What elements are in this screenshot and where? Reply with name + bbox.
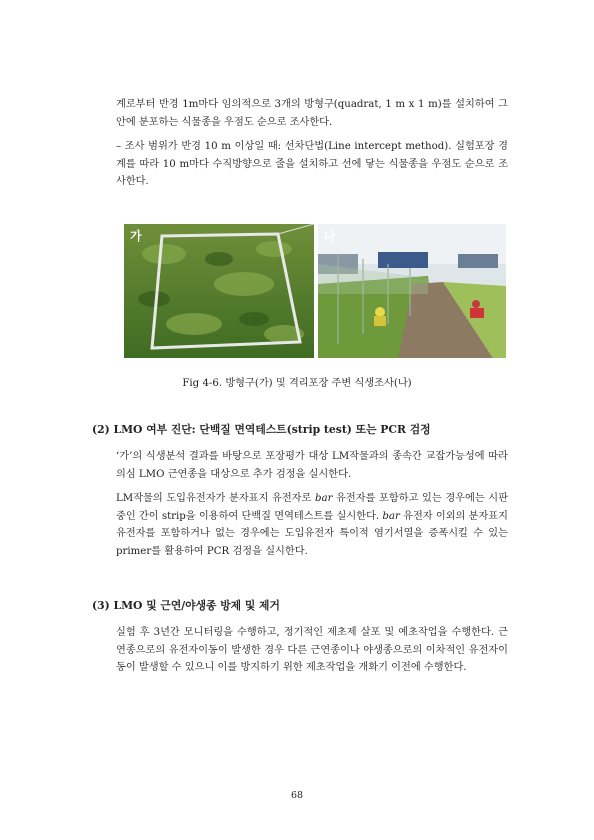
gene-name-bar: bar: [314, 493, 333, 504]
section-3-heading: (3) LMO 및 근연/야생종 방제 및 제거: [92, 599, 280, 612]
photo-quadrat: [124, 224, 314, 358]
text-run: LM작물의 도입유전자가 분자표지 유전자로: [116, 493, 315, 504]
section-2-paragraph-2: [116, 490, 508, 560]
figure-label-a: 가: [130, 229, 142, 243]
figure-label-b: 나: [324, 229, 336, 243]
section-2-paragraph-1: ‘가’의 식생분석 결과를 바탕으로 포장평가 대상 LM작물과의 종속간 교잡가능성에 따라 의심 LMO 근연종을 대상으로 추가 검정을 실시한다.: [116, 451, 508, 480]
paragraph-quadrat: 계로부터 반경 1m마다 임의적으로 3개의 방형구(quadrat, 1 m x 1 m)를 설치하여 그 안에 분포하는 식물종을 우점도 순으로 조사한다.: [116, 99, 508, 128]
text-run: 유전자 이외의 분자표지 유전자를 포함하거나 없는 경우에는 도입유전자 특이적 염기서열을 증폭시킬 수 있는 primer를 활용하여 PCR 검정을 실시한다.: [116, 510, 508, 557]
paragraph-line-intercept: – 조사 범위가 반경 10 m 이상일 때: 선차단법(Line intercept method). 실험포장 경계를 따라 10 m마다 수직방향으로 줄을 설치하고 선에 닿는 식물종을 우점도 순으로 조사한다.: [116, 141, 508, 187]
section-2-heading: (2) LMO 여부 진단: 단백질 면역테스트(strip test) 또는 PCR 검정: [92, 423, 431, 436]
gene-name-bar: bar: [382, 510, 400, 522]
page-number: 68: [290, 790, 304, 801]
text-run: 유전자를 포함하고 있는 경우에는 시판 중인 간이 strip을 이용하여 단백질 면역테스트를 실시한다.: [116, 493, 508, 522]
field-survey-image: [318, 224, 506, 358]
figure-caption: Fig 4-6. 방형구(가) 및 격리포장 주변 식생조사(나): [182, 378, 412, 389]
photo-field-survey: [318, 224, 506, 358]
grass-quadrat-image: [124, 224, 314, 358]
section-3-paragraph-1: 실험 후 3년간 모니터링을 수행하고, 정기적인 제초제 살포 및 예초작업을 수행한다. 근연종으로의 유전자이동이 발생한 경우 다른 근연종이나 야생종으로의 이차적인 유전자이동이 발생할 수 있으니 이를 방지하기 위한 제초작업을 개화기 이전에 수행한다.: [116, 627, 508, 673]
